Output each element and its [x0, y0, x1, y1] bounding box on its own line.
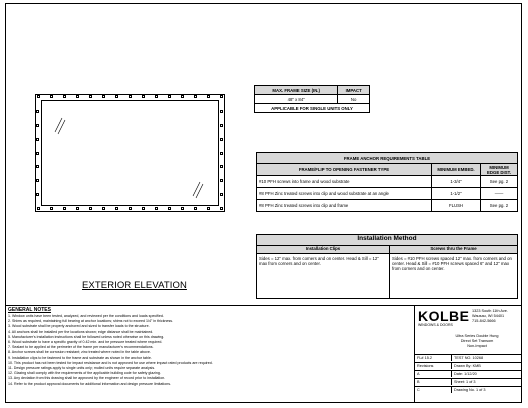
- min-edge: ——: [481, 188, 518, 200]
- product-line: Ultra Series Double Hung: [455, 334, 499, 338]
- impact-value: No: [338, 95, 370, 104]
- min-embed: 1-3/4": [432, 176, 481, 188]
- note-item: 8. Anchor screws shall be corrosion resistant; zinc treated where noted in the table above.: [8, 350, 151, 355]
- note-item: 7. Sealant to be applied at the perimeter of the frame per manufacturer's recommendations.: [8, 345, 154, 350]
- title-block-row: [415, 378, 521, 385]
- fastener-type: #8 PFH Zinc treated screws into clip and wood substrate at an angle: [257, 188, 432, 200]
- note-item: 14. Refer to the product approval documents for additional information and design pressure limitations.: [8, 381, 172, 386]
- table-row: [257, 176, 518, 188]
- notes-title: GENERAL NOTES: [8, 307, 51, 313]
- notes-list: [8, 314, 412, 387]
- logo-text: KOLBE: [418, 308, 470, 324]
- row-value: TEST NO. 10268: [451, 355, 483, 361]
- min-embed: 1-1/2": [432, 188, 481, 200]
- size-note: APPLICABLE FOR SINGLE UNITS ONLY: [255, 104, 370, 113]
- note-item: 11. Design pressure ratings apply to single units only; mulled units require separate analysis.: [8, 366, 156, 371]
- row-label: B: [417, 380, 420, 384]
- clips-text: Sides = 12" max. from corners and on center. Head & Sill = 12" max from corners and on center.: [257, 254, 390, 299]
- title-block-row: [415, 354, 521, 361]
- product-description: [433, 334, 521, 349]
- screws-text: Sides = #10 PFH screws spaced 12" max. from corners and on center. Head & Sill = #10 PFH screws spaced 6" and 12" max from corners and on center.: [390, 254, 518, 299]
- row-value: Date: 1/12/20: [451, 371, 477, 377]
- note-item: 5. Manufacturer's installation instructions shall be followed unless noted otherwise on this drawing.: [8, 334, 165, 339]
- size-header: MAX. FRAME SIZE (IN.): [255, 86, 338, 95]
- max-size-table: [254, 85, 370, 113]
- note-item: 1. Window units have been tested, analyzed, and reviewed per the conditions and loads specified.: [8, 314, 164, 318]
- row-label: C: [417, 388, 420, 392]
- min-embed-header: MINIMUM EMBED.: [432, 164, 481, 176]
- product-line: Direct Set Transom: [460, 339, 494, 343]
- address-line: 715-842-5666: [472, 319, 496, 323]
- min-edge: See pg. 2: [481, 200, 518, 212]
- note-item: 2. Shims as required, maintaining full bearing at anchor locations; shims not to exceed 1/4" in thickness.: [8, 319, 174, 324]
- note-item: 10. This product has not been tested for impact resistance and is not approved for use where impact rated products are required.: [8, 360, 213, 365]
- min-embed: FLUSH: [432, 200, 481, 212]
- row-value: Drawn By: KMB: [451, 363, 481, 369]
- logo-subtext: WINDOWS & DOORS: [418, 323, 453, 327]
- fastener-type: #10 PFH screws into frame and wood substrate: [257, 176, 432, 188]
- title-block: [414, 305, 522, 403]
- title-block-row: [415, 370, 521, 377]
- installation-title: Installation Method: [257, 235, 518, 246]
- address-line: Wausau, WI 54401: [472, 314, 505, 318]
- note-item: 6. Wood substrate to have a specific gravity of 0.42 min. and be pressure treated where required.: [8, 340, 163, 345]
- note-item: 3. Wood substrate shall be properly anchored and sized to transfer loads to the structure.: [8, 324, 150, 329]
- row-value: Drawing No. 1 of 3: [451, 387, 485, 393]
- impact-header: IMPACT: [338, 86, 370, 95]
- clips-header: Installation Clips: [257, 246, 390, 254]
- address-line: 1323 South 11th Ave.: [472, 309, 508, 313]
- screws-header: Screws thru the Frame: [390, 246, 518, 254]
- product-line: Non-Impact: [467, 344, 487, 348]
- fastener-type: #8 PFH Zinc treated screws into clip and frame: [257, 200, 432, 212]
- row-value: Sheet: 1 of 3: [451, 379, 476, 385]
- title-block-row: [415, 386, 521, 393]
- row-label: A: [417, 372, 420, 376]
- table-row: [257, 200, 518, 212]
- row-label: FL# 15.2: [417, 356, 432, 360]
- min-edge: See pg. 2: [481, 176, 518, 188]
- note-item: 13. Any deviation from this drawing shall be approved by the engineer of record prior to installation.: [8, 376, 166, 381]
- row-label: Revisions: [417, 364, 434, 368]
- anchor-table-title: FRAME ANCHOR REQUIREMENTS TABLE: [257, 153, 518, 164]
- anchor-requirements-table: [256, 152, 518, 212]
- note-item: 4. All anchors shall be installed per the locations shown; edge distance shall be maintained.: [8, 329, 154, 334]
- note-item: 12. Glazing shall comply with the requirements of the applicable building code for safety glazing.: [8, 371, 161, 376]
- fastener-type-header: FRAME/FLIP TO OPENING FASTENER TYPE: [257, 164, 432, 176]
- title-block-row: [415, 362, 521, 369]
- size-value: 48" x 84": [255, 95, 338, 104]
- general-notes: [6, 305, 414, 399]
- table-row: [257, 188, 518, 200]
- min-edge-header: MINIMUM EDGE DIST.: [481, 164, 518, 176]
- installation-method-table: [256, 234, 518, 299]
- company-address: [472, 309, 522, 324]
- elevation-title: EXTERIOR ELEVATION: [82, 280, 187, 291]
- note-item: 9. Installation clips to be fastened to the frame and substrate as shown in the anchor table.: [8, 355, 152, 360]
